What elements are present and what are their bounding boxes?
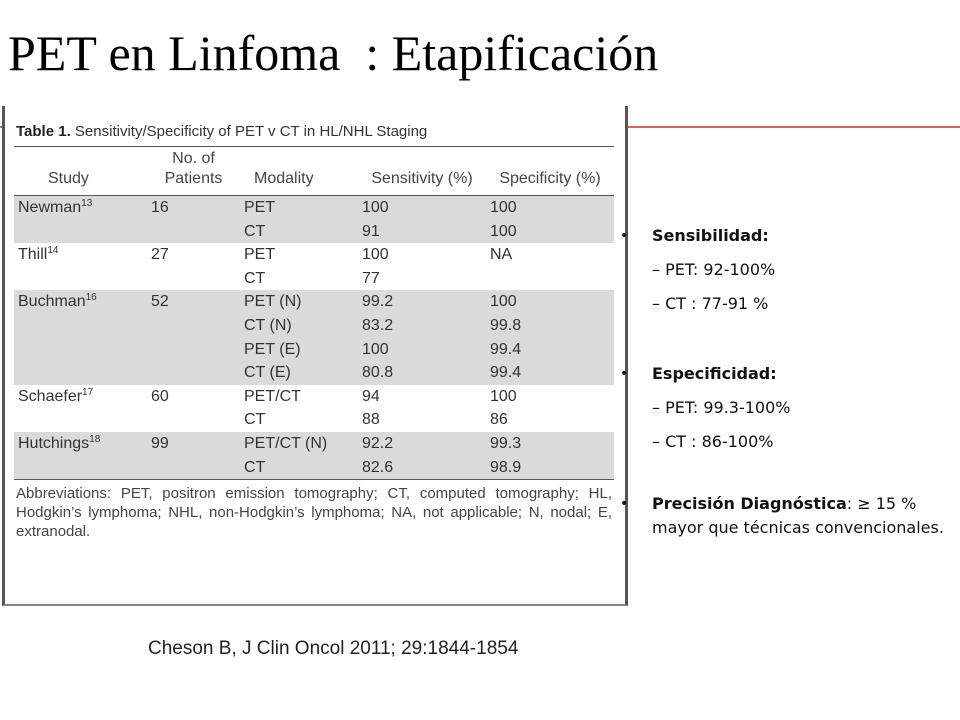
cell-modality: CT xyxy=(240,456,358,480)
table-row xyxy=(14,432,614,456)
cell-study xyxy=(14,243,147,267)
staging-table xyxy=(14,147,614,479)
table-row xyxy=(14,361,614,385)
cell-modality: CT (N) xyxy=(240,314,358,338)
cell-study xyxy=(14,456,147,480)
header-study: Study xyxy=(48,170,89,187)
cell-study xyxy=(14,290,147,314)
cell-sensitivity: 82.6 xyxy=(358,456,486,480)
table-row xyxy=(14,456,614,480)
bullet-sensitivity xyxy=(620,224,950,248)
study-name: Buchman xyxy=(18,293,86,311)
study-ref: 18 xyxy=(89,433,101,445)
cell-specificity: 99.3 xyxy=(486,432,614,456)
summary-bullets xyxy=(620,224,950,540)
cell-patients xyxy=(147,220,240,244)
cell-patients: 60 xyxy=(151,387,169,405)
cell-sensitivity: 91 xyxy=(358,220,486,244)
table-row xyxy=(14,408,614,432)
cell-study xyxy=(14,361,147,385)
precision-text: : ≥ 15 % mayor que técnicas convencionales. xyxy=(652,494,944,537)
cell-sensitivity: 88 xyxy=(362,411,380,429)
table-row xyxy=(14,338,614,362)
cell-study xyxy=(14,196,147,220)
cell-modality: CT xyxy=(244,411,266,429)
citation: Cheson B, J Clin Oncol 2011; 29:1844-1854 xyxy=(148,638,519,659)
table-row xyxy=(14,196,614,220)
table-abbreviations: Abbreviations: PET, positron emission tomography; CT, computed tomography; HL, Hodgkin’s lymphoma; NHL, non-Hodgkin’s lymphoma; NA, not applicable; N, nodal; E, extranodal. xyxy=(14,479,614,541)
cell-sensitivity: 100 xyxy=(358,196,486,220)
cell-patients xyxy=(147,314,240,338)
cell-patients: 52 xyxy=(147,290,240,314)
study-ref: 16 xyxy=(85,292,97,304)
cell-sensitivity: 83.2 xyxy=(358,314,486,338)
cell-specificity: 100 xyxy=(486,196,614,220)
cell-study xyxy=(14,314,147,338)
cell-modality: PET xyxy=(240,196,358,220)
table-row xyxy=(14,220,614,244)
cell-modality: CT xyxy=(240,220,358,244)
table-row xyxy=(14,290,614,314)
table-row xyxy=(14,385,614,409)
specificity-pet: – PET: 99.3-100% xyxy=(652,398,791,417)
slide-title: PET en Linfoma : Etapificación xyxy=(8,25,659,81)
cell-modality: PET xyxy=(244,246,276,264)
bullet-dot-icon: • xyxy=(620,366,629,382)
cell-patients: 16 xyxy=(147,196,240,220)
table-header-row xyxy=(14,147,614,196)
cell-modality: CT xyxy=(244,269,266,287)
cell-study xyxy=(14,338,147,362)
table-row xyxy=(14,267,614,291)
cell-patients xyxy=(147,361,240,385)
cell-specificity: NA xyxy=(490,246,513,264)
cell-sensitivity: 80.8 xyxy=(358,361,486,385)
study-ref: 14 xyxy=(47,245,59,257)
cell-specificity: 100 xyxy=(486,220,614,244)
table-caption xyxy=(14,122,614,142)
specificity-heading: Especificidad: xyxy=(652,364,777,383)
precision-heading: Precisión Diagnóstica xyxy=(652,494,847,513)
cell-specificity: 86 xyxy=(490,411,508,429)
header-patients: No. of Patients xyxy=(164,150,223,187)
bullet-precision xyxy=(620,492,950,540)
table-caption-text: Sensitivity/Specificity of PET v CT in HL/NHL Staging xyxy=(70,123,428,140)
cell-sensitivity: 100 xyxy=(358,338,486,362)
cell-study xyxy=(14,220,147,244)
table-body xyxy=(14,196,614,480)
cell-modality: PET/CT (N) xyxy=(240,432,358,456)
table-image xyxy=(2,106,628,606)
specificity-ct: – CT : 86-100% xyxy=(652,432,774,451)
cell-sensitivity: 94 xyxy=(362,387,380,405)
cell-study xyxy=(14,385,147,409)
cell-sensitivity: 100 xyxy=(362,246,389,264)
cell-modality: PET/CT xyxy=(244,387,301,405)
sensitivity-ct: – CT : 77-91 % xyxy=(652,294,769,313)
study-name: Schaefer xyxy=(18,387,83,405)
cell-patients xyxy=(147,456,240,480)
cell-patients xyxy=(147,408,240,432)
cell-patients: 27 xyxy=(151,246,169,264)
cell-modality: PET (N) xyxy=(240,290,358,314)
study-ref: 13 xyxy=(81,198,93,209)
cell-sensitivity: 99.2 xyxy=(358,290,486,314)
cell-modality: CT (E) xyxy=(240,361,358,385)
cell-specificity: 100 xyxy=(486,290,614,314)
study-name: Hutchings xyxy=(18,434,90,452)
bullet-dot-icon: • xyxy=(620,496,629,512)
table-row xyxy=(14,243,614,267)
study-name: Thill xyxy=(18,246,48,264)
study-name: Newman xyxy=(18,199,82,216)
cell-study xyxy=(14,267,147,291)
cell-study xyxy=(14,408,147,432)
cell-specificity: 99.8 xyxy=(486,314,614,338)
cell-specificity xyxy=(486,267,614,291)
cell-specificity: 98.9 xyxy=(486,456,614,480)
header-modality: Modality xyxy=(254,170,314,187)
study-ref: 17 xyxy=(82,386,94,398)
sensitivity-pet: – PET: 92-100% xyxy=(652,260,776,279)
cell-sensitivity: 92.2 xyxy=(358,432,486,456)
sensitivity-heading: Sensibilidad: xyxy=(652,226,769,245)
cell-patients xyxy=(147,267,240,291)
cell-modality: PET (E) xyxy=(240,338,358,362)
header-sensitivity: Sensitivity (%) xyxy=(371,170,473,187)
cell-specificity: 100 xyxy=(490,387,517,405)
cell-study xyxy=(14,432,147,456)
cell-patients xyxy=(147,338,240,362)
header-specificity: Specificity (%) xyxy=(499,170,601,187)
table-row xyxy=(14,314,614,338)
table-caption-label: Table 1. xyxy=(16,123,71,140)
bullet-dot-icon: • xyxy=(620,228,629,244)
bullet-specificity xyxy=(620,362,950,386)
staging-table-wrap xyxy=(14,122,614,541)
cell-patients: 99 xyxy=(147,432,240,456)
cell-specificity: 99.4 xyxy=(486,361,614,385)
cell-sensitivity: 77 xyxy=(362,269,380,287)
cell-specificity: 99.4 xyxy=(486,338,614,362)
